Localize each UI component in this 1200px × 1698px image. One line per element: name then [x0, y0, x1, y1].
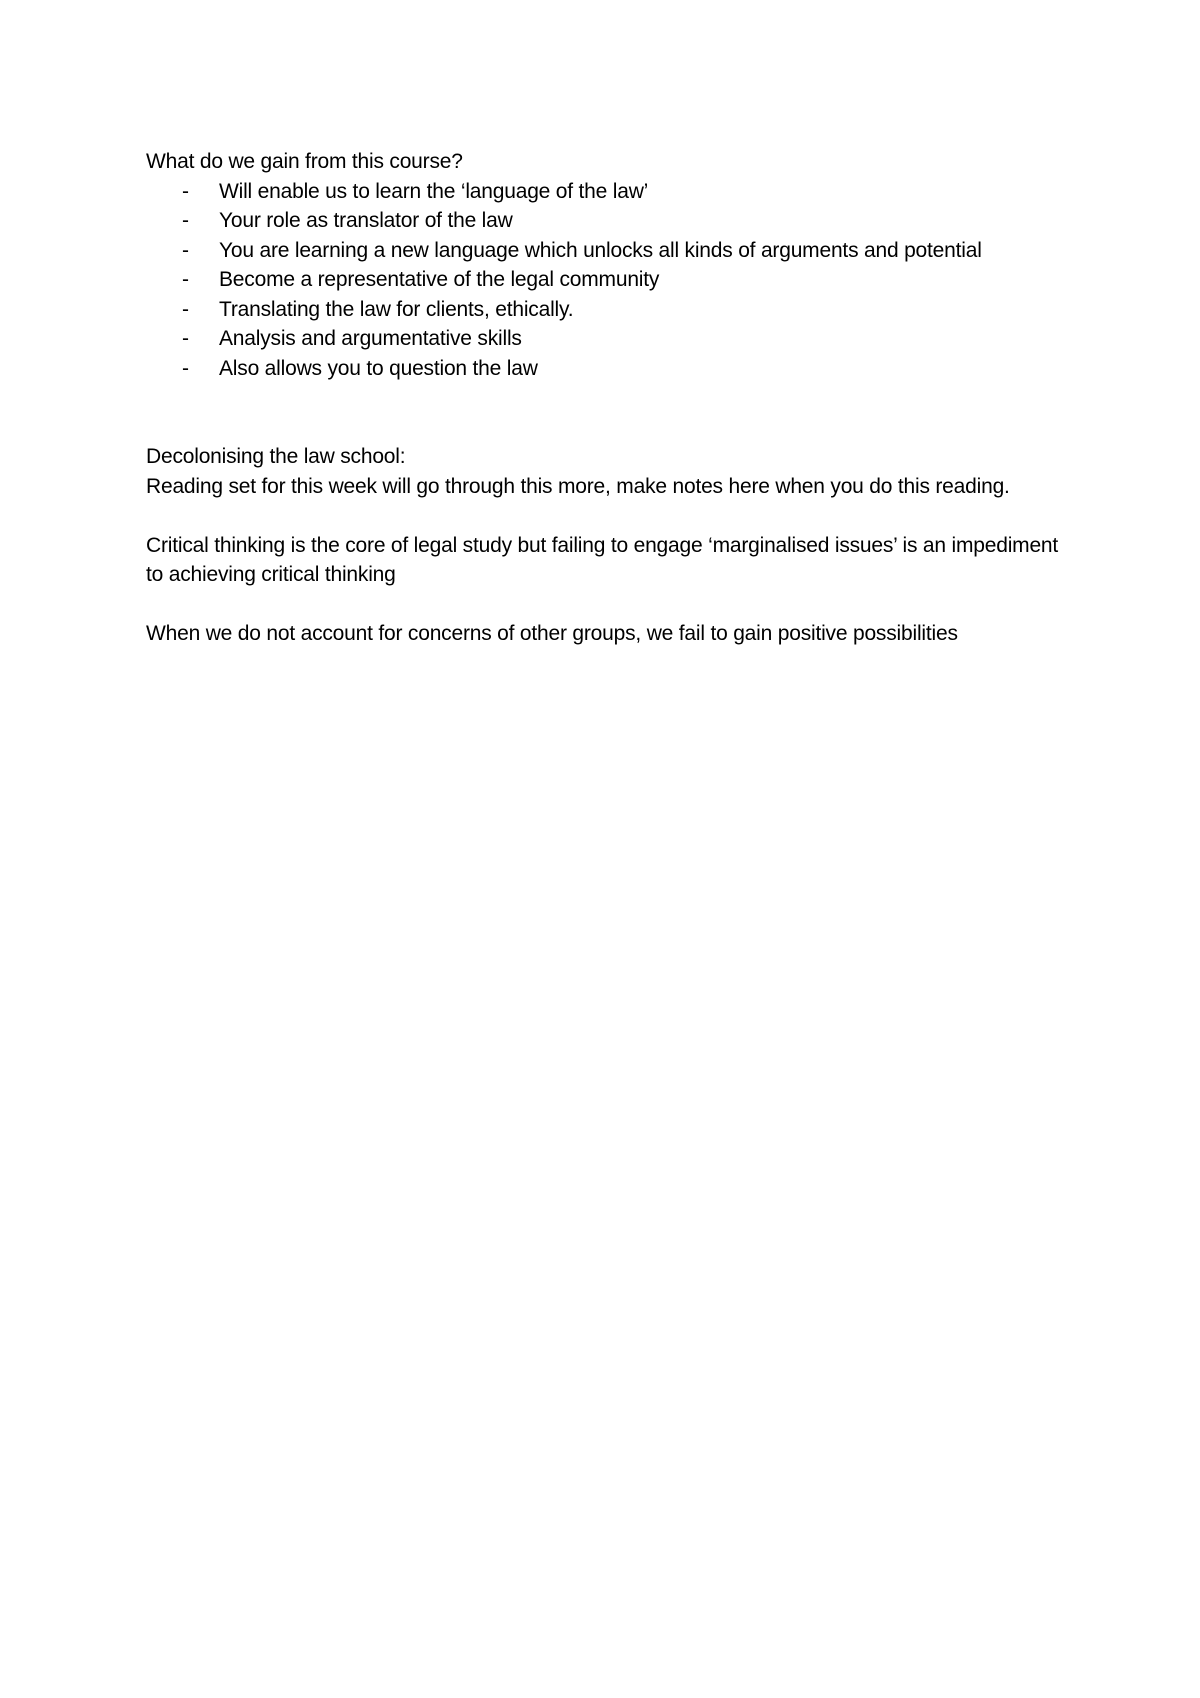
list-item: [146, 265, 1066, 295]
bullet-dash: -: [182, 356, 189, 380]
list-item: [146, 206, 1066, 236]
list-item-text: Translating the law for clients, ethically.: [219, 297, 574, 321]
course-gains-list: [146, 177, 1066, 384]
spacer: [146, 501, 1066, 531]
list-item: [146, 177, 1066, 207]
bullet-dash: -: [182, 209, 189, 232]
critical-thinking-paragraph: Critical thinking is the core of legal study but failing to engage ‘marginalised issues’ is an impediment to achieving critical thinking: [146, 533, 1059, 586]
document-body: [146, 147, 1066, 649]
list-item-text: Your role as translator of the law: [219, 209, 513, 232]
list-item-text: Become a representative of the legal community: [219, 268, 660, 291]
list-item: [146, 236, 1066, 266]
bullet-dash: -: [182, 268, 189, 291]
list-item: [146, 324, 1066, 354]
list-item-text: You are learning a new language which unlocks all kinds of arguments and potential: [219, 238, 982, 262]
spacer: [146, 590, 1066, 620]
section-heading-decolonising: Decolonising the law school:: [146, 445, 406, 468]
list-item: [146, 295, 1066, 325]
bullet-dash: -: [182, 238, 189, 262]
bullet-dash: -: [182, 297, 189, 321]
bullet-dash: -: [182, 327, 189, 350]
section-heading-course-gains: What do we gain from this course?: [146, 150, 463, 173]
list-item-text: Analysis and argumentative skills: [219, 327, 522, 350]
spacer: [146, 383, 1066, 442]
list-item-text: Will enable us to learn the ‘language of the law’: [219, 179, 649, 203]
list-item-text: Also allows you to question the law: [219, 356, 538, 380]
list-item: [146, 354, 1066, 384]
other-groups-paragraph: When we do not account for concerns of other groups, we fail to gain positive possibilities: [146, 622, 958, 645]
bullet-dash: -: [182, 179, 189, 203]
reading-note-paragraph: Reading set for this week will go through this more, make notes here when you do this reading.: [146, 474, 1010, 498]
